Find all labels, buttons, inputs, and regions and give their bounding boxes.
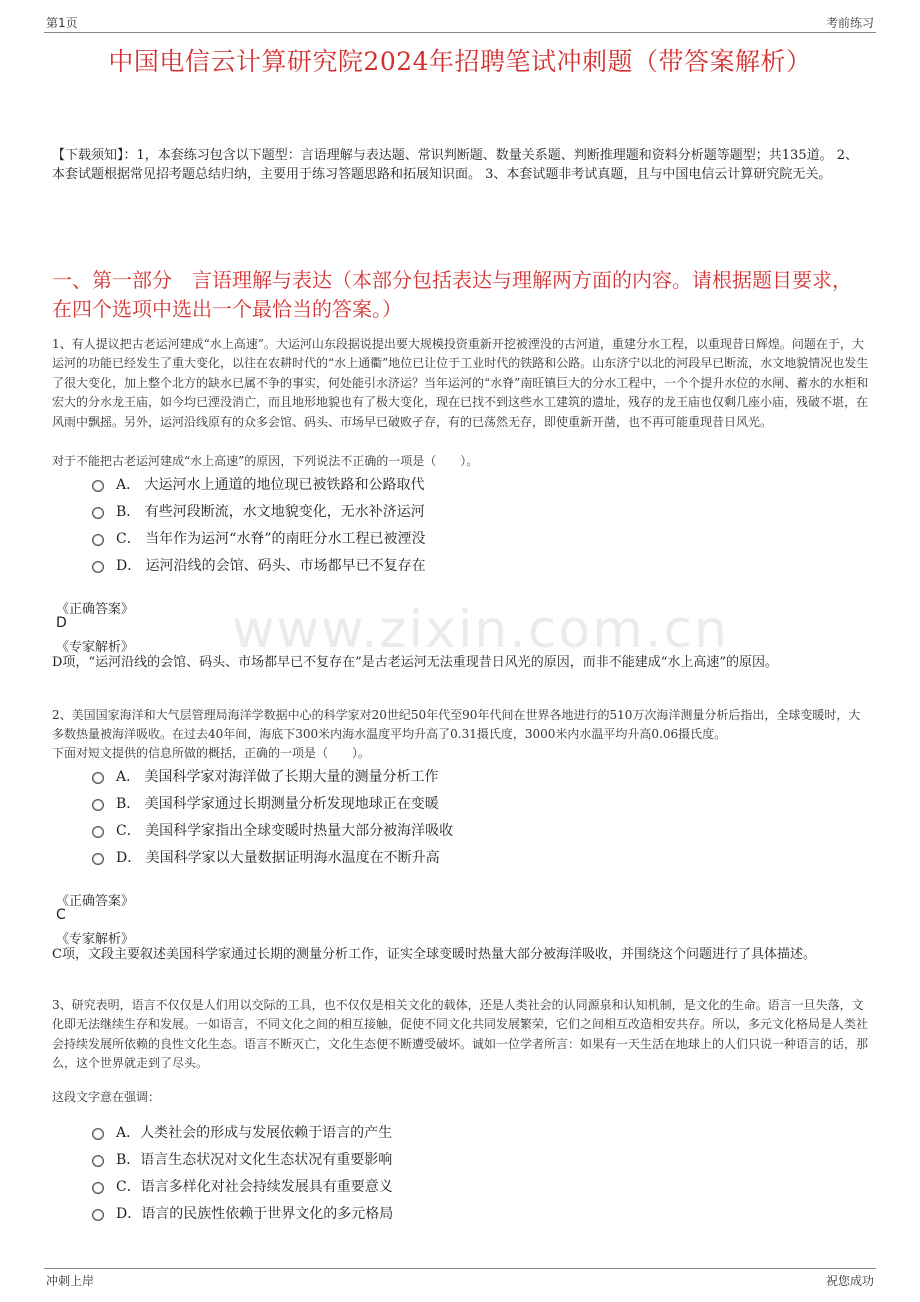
- question-2-option-d[interactable]: D． 美国科学家以大量数据证明海水温度在不断升高: [92, 847, 440, 867]
- question-1-stem: 对于不能把古老运河建成“水上高速”的原因，下列说法不正确的一项是（ ）。: [52, 454, 479, 468]
- question-2-option-a[interactable]: A． 美国科学家对海洋做了长期大量的测量分析工作: [92, 766, 439, 786]
- radio-icon[interactable]: [92, 853, 104, 865]
- question-2-stem: 下面对短文提供的信息所做的概括，正确的一项是（ ）。: [52, 746, 371, 760]
- radio-icon[interactable]: [92, 1182, 104, 1194]
- question-1-answer: D: [56, 615, 67, 631]
- question-1-option-b[interactable]: B． 有些河段断流，水文地貌变化，无水补济运河: [92, 501, 425, 521]
- radio-icon[interactable]: [92, 799, 104, 811]
- question-1-option-c[interactable]: C． 当年作为运河“水脊”的南旺分水工程已被湮没: [92, 528, 425, 548]
- question-1-analysis: D项，“运河沿线的会馆、码头、市场都早已不复存在”是古老运河无法重现昔日风光的原因，而非不能建成“水上高速”的原因。: [52, 655, 779, 670]
- header-divider: [44, 32, 876, 33]
- question-1-option-d[interactable]: D． 运河沿线的会馆、码头、市场都早已不复存在: [92, 555, 426, 575]
- radio-icon[interactable]: [92, 1128, 104, 1140]
- radio-icon[interactable]: [92, 561, 104, 573]
- radio-icon[interactable]: [92, 1209, 104, 1221]
- radio-icon[interactable]: [92, 480, 104, 492]
- question-2-option-b[interactable]: B． 美国科学家通过长期测量分析发现地球正在变暖: [92, 793, 439, 813]
- question-2-answer-label: 《正确答案》: [56, 894, 135, 909]
- question-1-option-a[interactable]: A． 大运河水上通道的地位现已被铁路和公路取代: [92, 474, 425, 494]
- question-3-option-a[interactable]: A．人类社会的形成与发展依赖于语言的产生: [92, 1122, 392, 1142]
- watermark: www.zixin.com.cn: [232, 600, 729, 660]
- question-2-analysis-label: 《专家解析》: [56, 932, 135, 947]
- radio-icon[interactable]: [92, 1155, 104, 1167]
- document-title: 中国电信云计算研究院2024年招聘笔试冲刺题（带答案解析）: [108, 47, 812, 76]
- radio-icon[interactable]: [92, 507, 104, 519]
- question-3-passage: 3、研究表明，语言不仅仅是人们用以交际的工具，也不仅仅是相关文化的载体，还是人类社会的认同源泉和认知机制，是文化的生命。语言一旦失落，文化即无法继续生存和发展。一如语言，不同文化之间的相互接触，促使不同文化共同发展繁荣，它们之间相互改造相安共存。所以，多元文化格局是人类社会持续发展所依赖的良性文化生态。语言不断灭亡，文化生态便不断遭受破坏。诚如一位学者所言：如果有一天生活在地球上的人们只说一种语言的话，那么，这个世界就走到了尽头。: [52, 998, 869, 1071]
- header-tag: 考前练习: [825, 16, 874, 30]
- footer-left-text: 冲刺上岸: [46, 1274, 95, 1288]
- question-3-option-b[interactable]: B．语言生态状况对文化生态状况有重要影响: [92, 1149, 392, 1169]
- question-3-stem: 这段文字意在强调：: [52, 1090, 161, 1104]
- radio-icon[interactable]: [92, 826, 104, 838]
- footer-divider: [44, 1268, 876, 1269]
- page-number: 第1页: [46, 16, 78, 30]
- question-1-answer-label: 《正确答案》: [56, 602, 135, 617]
- question-2-answer: C: [56, 907, 66, 923]
- download-notice: 【下载须知】：1，本套练习包含以下题型：言语理解与表达题、常识判断题、数量关系题、判断推理题和资料分析题等题型；共135道。 2、本套试题根据常见招考题总结归纳，主要用于练习答题思路和拓展知识面。 3、本套试题非考试真题，且与中国电信云计算研究院无关。: [52, 148, 858, 182]
- question-1-analysis-label: 《专家解析》: [56, 640, 135, 655]
- radio-icon[interactable]: [92, 534, 104, 546]
- footer-right-text: 祝您成功: [825, 1274, 874, 1288]
- question-1-passage: 1、有人提议把古老运河建成“水上高速”。大运河山东段据说提出要大规模投资重新开挖被湮没的古河道，重建分水工程，以重现昔日辉煌。问题在于，大运河的功能已经发生了重大变化，以往在农耕时代的“水上通衢”地位已让位于工业时代的铁路和公路。山东济宁以北的河段早已断流，水文地貌情况也发生了很大变化，加上整个北方的缺水已属不争的事实，何处能引水济运？当年运河的“水脊”南旺镇巨大的分水工程中，一个个提升水位的水闸、蓄水的水柜和宏大的分水龙王庙，如今均已湮没消亡，而且地形地貌也有了极大变化，现在已找不到这些水工建筑的遗址，残存的龙王庙也仅剩几座小庙，残破不堪，在风雨中飘摇。另外，运河沿线原有的众多会馆、码头、市场早已破败孑存，有的已荡然无存，即使重新开凿，也不再可能重现昔日风光。: [52, 337, 869, 429]
- question-2-passage: 2、美国国家海洋和大气层管理局海洋学数据中心的科学家对20世纪50年代至90年代间在世界各地进行的510万次海洋测量分析后指出，全球变暖时，大多数热量被海洋吸收。在过去40年间，海底下300米内海水温度平均升高了0.31摄氏度，3000米内水温平均升高0.06摄氏度。: [52, 708, 861, 742]
- question-2-option-c[interactable]: C． 美国科学家指出全球变暖时热量大部分被海洋吸收: [92, 820, 453, 840]
- question-3-option-d[interactable]: D．语言的民族性依赖于世界文化的多元格局: [92, 1203, 393, 1223]
- radio-icon[interactable]: [92, 772, 104, 784]
- section-heading: 一、第一部分 言语理解与表达（本部分包括表达与理解两方面的内容。请根据题目要求，在四个选项中选出一个最恰当的答案。）: [52, 268, 852, 321]
- question-3-option-c[interactable]: C．语言多样化对社会持续发展具有重要意义: [92, 1176, 393, 1196]
- question-2-analysis: C项，文段主要叙述美国科学家通过长期的测量分析工作，证实全球变暖时热量大部分被海洋吸收，并围绕这个问题进行了具体描述。: [52, 947, 816, 962]
